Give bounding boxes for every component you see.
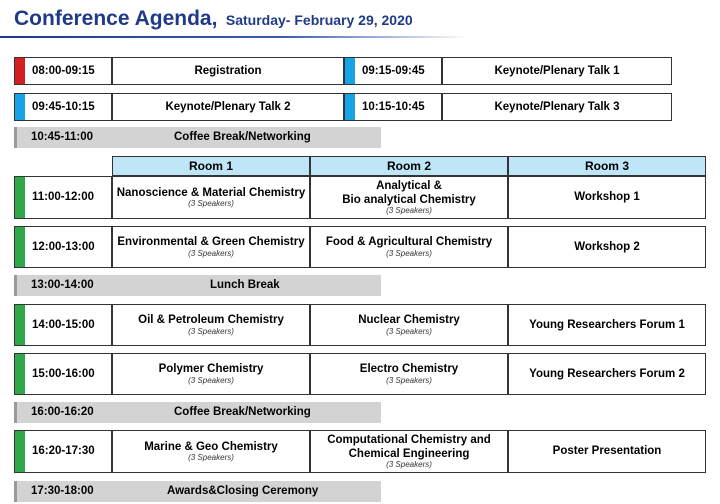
time-label: 10:15-10:45 [362,100,425,113]
session-keynote-2 [112,93,344,121]
session-cell [112,353,310,395]
time-label: 16:20-17:30 [32,445,95,458]
session-cell [508,353,706,395]
room-header-1: Room 1 [112,156,310,176]
session-title: Chemical Engineering [348,448,470,461]
break-time: 17:30-18:00 [31,485,94,497]
session-label: Keynote/Plenary Talk 1 [494,64,620,77]
break-bar [14,275,381,296]
time-slot [14,430,112,473]
speakers-note: (3 Speakers) [386,460,432,470]
break-bar [14,481,381,502]
session-title: Food & Agricultural Chemistry [325,236,493,249]
speakers-note: (3 Speakers) [188,199,234,209]
session-cell [508,176,706,219]
time-label: 14:00-15:00 [32,318,95,331]
speakers-note: (3 Speakers) [188,248,234,258]
session-cell [310,304,508,346]
break-time: 16:00-16:20 [31,406,94,418]
break-label: Coffee Break/Networking [174,131,311,143]
session-title: Young Researchers Forum 2 [529,367,685,380]
page-title [14,7,413,31]
session-cell [112,176,310,219]
break-label: Coffee Break/Networking [174,406,311,418]
session-title: Marine & Geo Chemistry [144,440,278,453]
session-title: Young Researchers Forum 1 [529,318,685,331]
time-slot [344,57,442,85]
break-time: 13:00-14:00 [31,279,94,291]
session-title: Environmental & Green Chemistry [117,236,305,249]
session-marker [15,94,25,120]
speakers-note: (3 Speakers) [188,453,234,463]
title-divider [0,36,470,38]
session-title: Poster Presentation [552,445,662,458]
session-title: Nuclear Chemistry [358,314,460,327]
room-header-2: Room 2 [310,156,508,176]
session-cell [112,226,310,268]
time-slot [14,353,112,395]
speakers-note: (3 Speakers) [188,326,234,336]
session-label: Keynote/Plenary Talk 3 [494,100,620,113]
session-marker [15,431,25,472]
time-slot [14,93,112,121]
session-cell [310,430,508,473]
session-keynote-1 [442,57,672,85]
break-time: 10:45-11:00 [31,131,94,143]
session-cell [310,176,508,219]
session-marker [15,227,25,267]
agenda-title: Conference Agenda, [14,7,218,30]
time-slot [14,176,112,219]
session-marker [345,94,355,120]
session-keynote-3 [442,93,672,121]
time-label: 15:00-16:00 [32,367,95,380]
session-title: Oil & Petroleum Chemistry [138,314,284,327]
session-marker [15,58,25,84]
speakers-note: (3 Speakers) [386,248,432,258]
time-label: 09:15-09:45 [362,64,425,77]
session-title: Workshop 2 [574,240,640,253]
session-title: Bio analytical Chemistry [342,194,476,207]
time-label: 08:00-09:15 [32,64,95,77]
break-label: Lunch Break [210,279,280,291]
speakers-note: (3 Speakers) [386,326,432,336]
session-marker [15,354,25,394]
speakers-note: (3 Speakers) [188,375,234,385]
session-title: Electro Chemistry [359,363,459,376]
agenda-date: Saturday- February 29, 2020 [225,12,413,28]
speakers-note: (3 Speakers) [386,206,432,216]
session-cell [112,430,310,473]
session-registration [112,57,344,85]
time-slot [344,93,442,121]
break-bar [14,402,381,423]
session-cell [508,226,706,268]
speakers-note: (3 Speakers) [386,375,432,385]
session-marker [15,305,25,345]
session-cell [112,304,310,346]
break-label: Awards&Closing Ceremony [167,485,319,497]
session-cell [310,353,508,395]
session-title: Computational Chemistry and [327,433,491,446]
session-title: Nanoscience & Material Chemistry [116,186,306,199]
session-marker [345,58,355,84]
session-label: Registration [194,64,262,77]
room-header-3: Room 3 [508,156,706,176]
time-slot [14,304,112,346]
time-label: 11:00-12:00 [32,191,95,204]
session-title: Analytical & [376,179,442,192]
session-title: Polymer Chemistry [158,363,264,376]
time-slot [14,57,112,85]
session-label: Keynote/Plenary Talk 2 [165,100,291,113]
session-title: Workshop 1 [574,191,640,204]
time-label: 12:00-13:00 [32,240,95,253]
session-cell [508,430,706,473]
break-bar [14,127,381,148]
session-cell [508,304,706,346]
session-marker [15,177,25,218]
time-slot [14,226,112,268]
session-cell [310,226,508,268]
time-label: 09:45-10:15 [32,100,95,113]
